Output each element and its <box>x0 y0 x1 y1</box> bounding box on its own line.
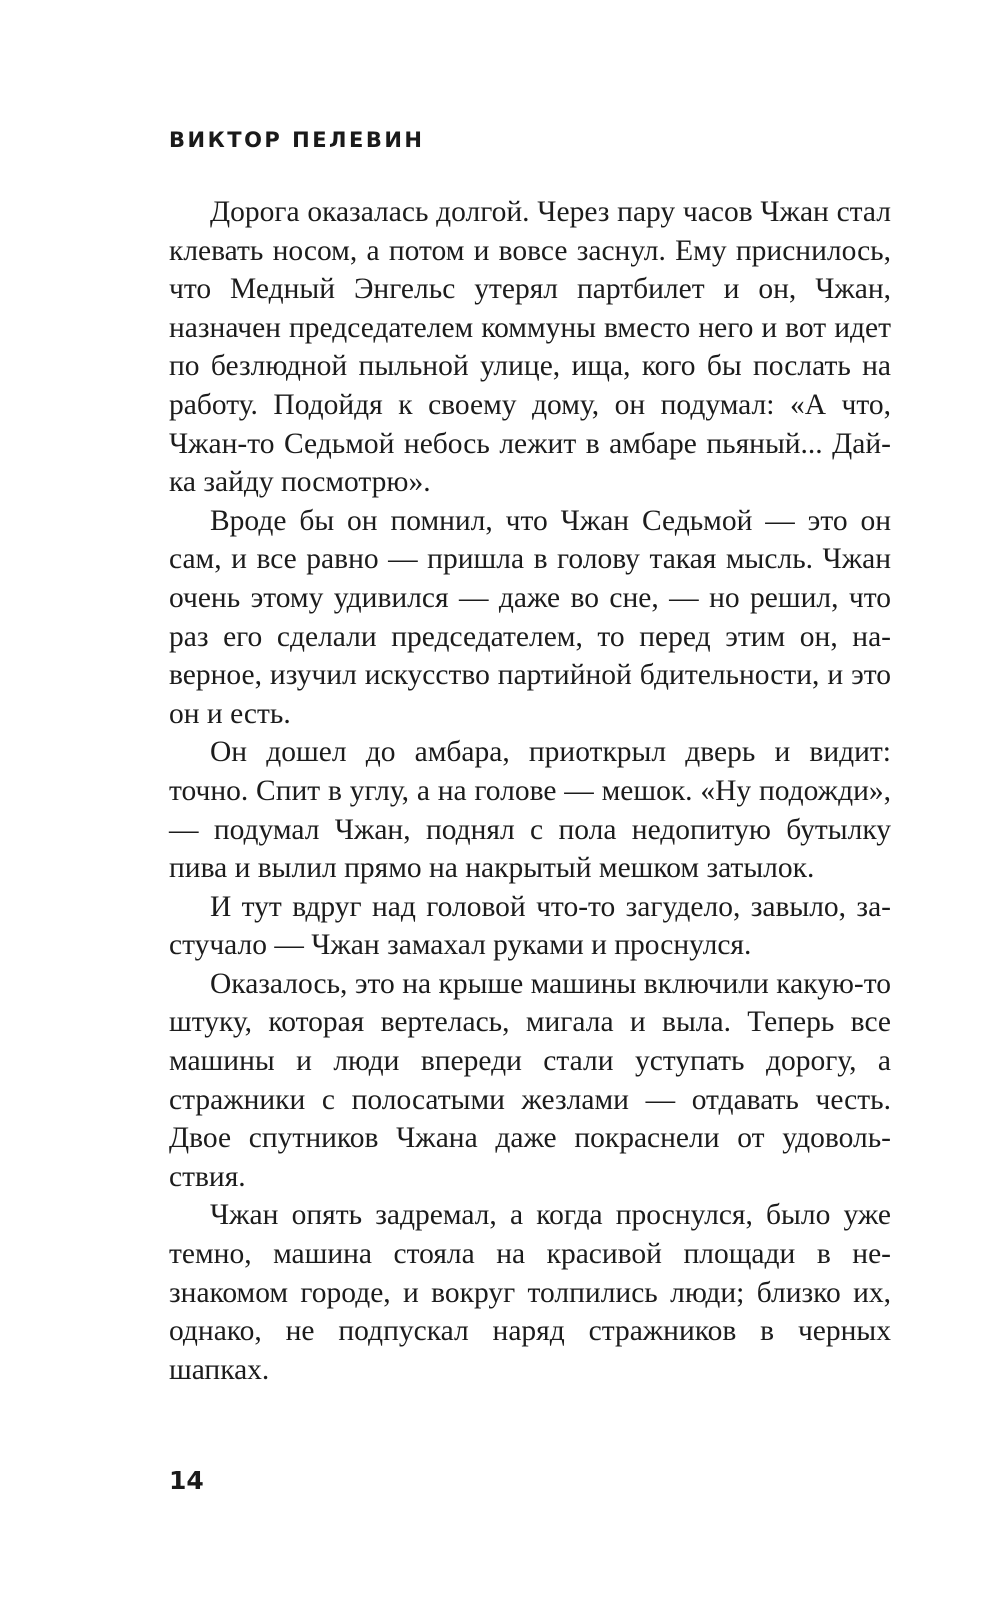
page-number: 14 <box>169 1466 204 1495</box>
body-text <box>169 193 891 1389</box>
paragraph: Чжан опять задремал, а когда проснулся, было уже темно, машина стояла на красивой площади в незнакомом городе, и вокруг толпились люди; близко их, однако, не подпускал наряд стражников в черных шапках. <box>169 1199 891 1386</box>
paragraph: И тут вдруг над головой что-то загудело, завыло, застучало — Чжан замахал руками и проснулся. <box>169 890 891 962</box>
paragraph: Оказалось, это на крыше машины включили какую-то штуку, которая вертелась, мигала и выла. Теперь все машины и люди впереди стали уступать дорогу, а стражники с полосатыми жезлами — отдавать честь. Двое спутников Чжана даже покраснели от удовольствия. <box>169 967 891 1193</box>
paragraph: Вроде бы он помнил, что Чжан Седьмой — это он сам, и все равно — пришла в голову такая мысль. Чжан очень этому удивился — даже во сне, — но решил, что раз его сделали председателем, то перед этим он, наверное, изучил искусство партийной бдительности, и это он и есть. <box>169 504 891 730</box>
running-head-author: ВИКТОР ПЕЛЕВИН <box>169 128 425 152</box>
paragraph: Дорога оказалась долгой. Через пару часов Чжан стал клевать носом, а потом и вовсе заснул. Ему приснилось, что Медный Энгельс утерял партбилет и он, Чжан, назначен председателем коммуны вместо него и вот идет по безлюдной пыльной улице, ища, кого бы послать на работу. Подойдя к своему дому, он подумал: «А что, Чжан-то Седьмой небось лежит в амбаре пьяный... Дай-ка зайду посмотрю». <box>169 196 891 499</box>
paragraph: Он дошел до амбара, приоткрыл дверь и видит: точно. Спит в углу, а на голове — мешок. «Ну подожди», — подумал Чжан, поднял с пола недопитую бутылку пива и вылил прямо на накрытый мешком затылок. <box>169 736 891 885</box>
